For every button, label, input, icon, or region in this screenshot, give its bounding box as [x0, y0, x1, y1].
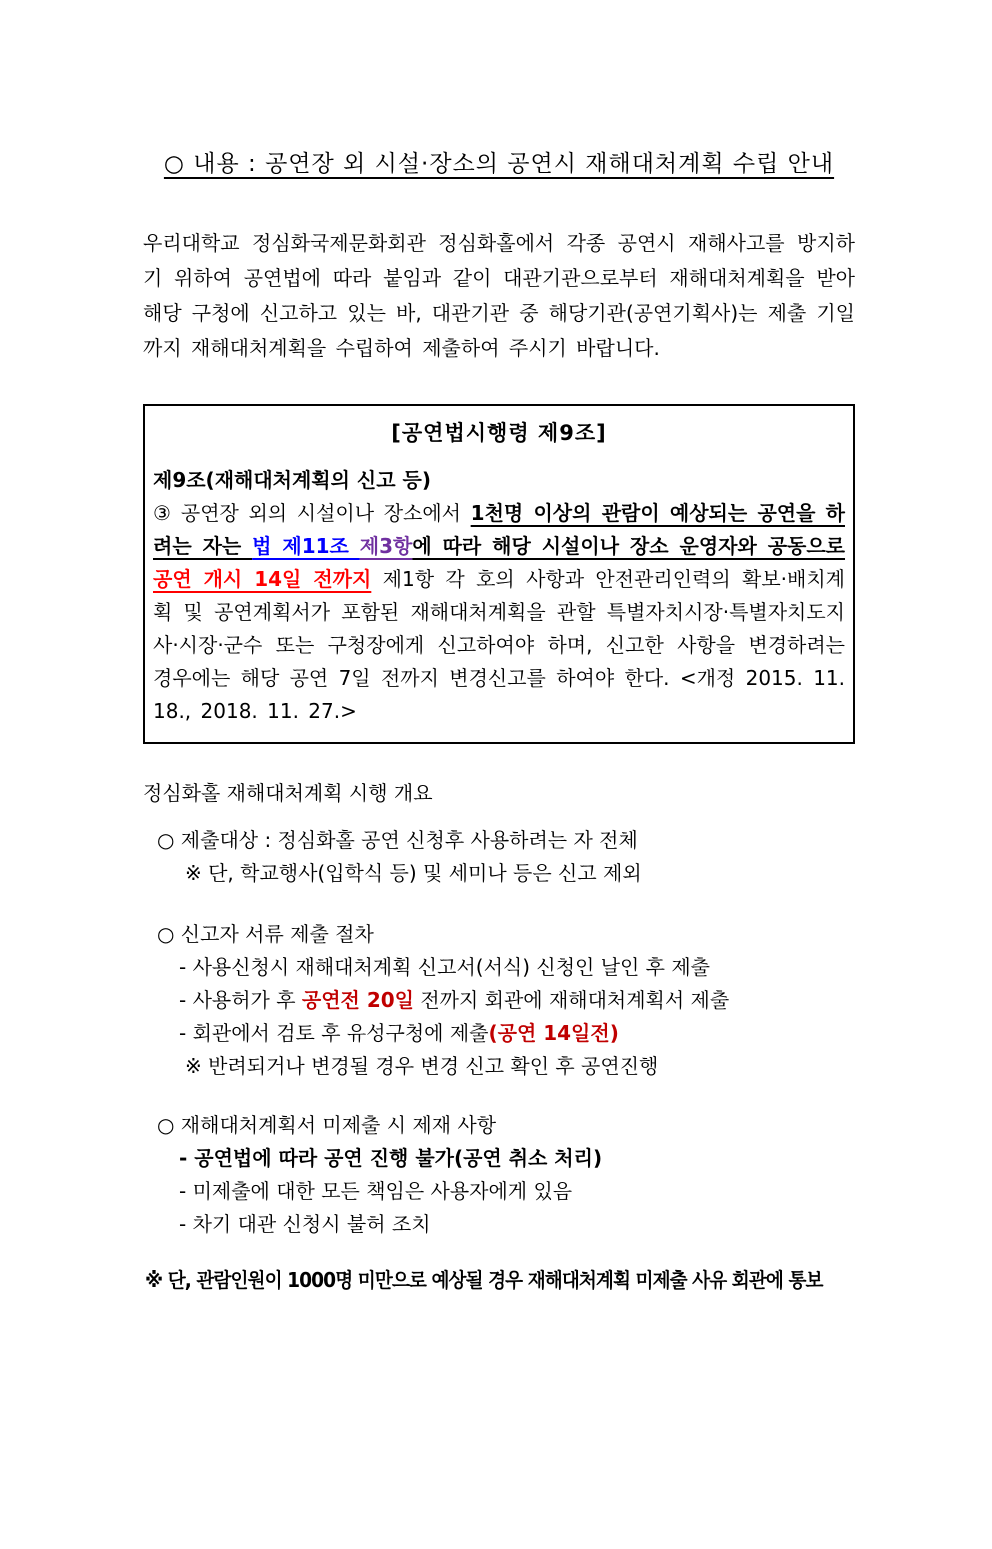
- clause-law-ref-article11: 법 제11조: [252, 534, 360, 558]
- document-page: [0, 146, 992, 1549]
- procedure-item-application: - 사용신청시 재해대처계획 신고서(서식) 신청인 날인 후 제출: [179, 955, 711, 979]
- procedure-title: ○ 신고자 서류 제출 절차: [157, 922, 374, 946]
- sanctions-title: ○ 재해대처계획서 미제출 시 제재 사항: [157, 1113, 497, 1137]
- footer-note-text: ※ 단, 관람인원이 1000명 미만으로 예상될 경우 재해대처계획 미제출 사유 회관에 통보: [145, 1268, 823, 1292]
- sanctions-block: [143, 1109, 855, 1241]
- clause-joint-operator: 에 따라 해당 시설이나 장소 운영자와 공동으로: [412, 534, 846, 558]
- law-article-heading: 제9조(재해대처계획의 신고 등): [153, 468, 431, 492]
- submission-target-note: ※ 단, 학교행사(입학식 등) 및 세미나 등은 신고 제외: [185, 861, 642, 885]
- footer-note: [143, 1265, 855, 1295]
- procedure-block: [143, 918, 855, 1083]
- law-quote-box: [143, 404, 855, 744]
- procedure-item3-deadline: (공연 14일전): [488, 1021, 619, 1045]
- procedure-item3-pre: - 회관에서 검토 후 유성구청에 제출: [179, 1021, 489, 1045]
- law-box-title: [공연법시행령 제9조]: [391, 421, 607, 445]
- procedure-item2-deadline: 공연전 20일: [301, 988, 414, 1012]
- procedure-item2-pre: - 사용허가 후: [179, 988, 302, 1012]
- clause-prefix: ③ 공연장 외의 시설이나 장소에서: [153, 501, 471, 525]
- sanctions-item-responsibility: - 미제출에 대한 모든 책임은 사용자에게 있음: [179, 1179, 573, 1203]
- clause-deadline-14days: 공연 개시 14일 전까지: [153, 567, 372, 591]
- intro-paragraph: 우리대학교 정심화국제문화회관 정심화홀에서 각종 공연시 재해사고를 방지하기 위하여 공연법에 따라 붙임과 같이 대관기관으로부터 재해대처계획을 받아 해당 구청에 신고하고 있는 바, 대관기관 중 해당기관(공연기획사)는 제출 기일까지 재해대처계획을 수립하여 제출하여 주시기 바랍니다.: [143, 231, 855, 360]
- procedure-item2-post: 전까지 회관에 재해대처계획서 제출: [413, 988, 730, 1012]
- procedure-note: ※ 반려되거나 변경될 경우 변경 신고 확인 후 공연진행: [185, 1054, 659, 1078]
- clause-suffix: 제1항 각 호의 사항과 안전관리인력의 확보·배치계획 및 공연계획서가 포함된 재해대처계획을 관할 특별자치시장·특별자치도지사·시장·군수 또는 구청장에게 신고하여야 하며, 신고한 사항을 변경하려는 경우에는 해당 공연 7일 전까지 변경신고를 하여야 한다. <개정 2015. 11. 18., 2018. 11. 27.>: [153, 567, 845, 723]
- procedure-item-district-office: [143, 1017, 855, 1050]
- clause-law-ref-paragraph3: 제3항: [359, 534, 413, 558]
- overview-heading: 정심화홀 재해대처계획 시행 개요: [143, 781, 433, 805]
- submission-target-block: [143, 824, 855, 890]
- sanctions-item-future-rental: - 차기 대관 신청시 불허 조치: [179, 1212, 431, 1236]
- procedure-item-deadline20: [143, 984, 855, 1017]
- clause-audience-threshold: 1천명 이상의 관람이 예상되는 공연을 하려는 자는: [153, 501, 845, 558]
- submission-target-title: ○ 제출대상 : 정심화홀 공연 신청후 사용하려는 자 전체: [157, 828, 638, 852]
- sanctions-item-cancellation: - 공연법에 따라 공연 진행 불가(공연 취소 처리): [179, 1146, 603, 1170]
- document-title: ○ 내용 : 공연장 외 시설·장소의 공연시 재해대처계획 수립 안내: [163, 151, 835, 177]
- law-clause-paragraph: [153, 497, 845, 728]
